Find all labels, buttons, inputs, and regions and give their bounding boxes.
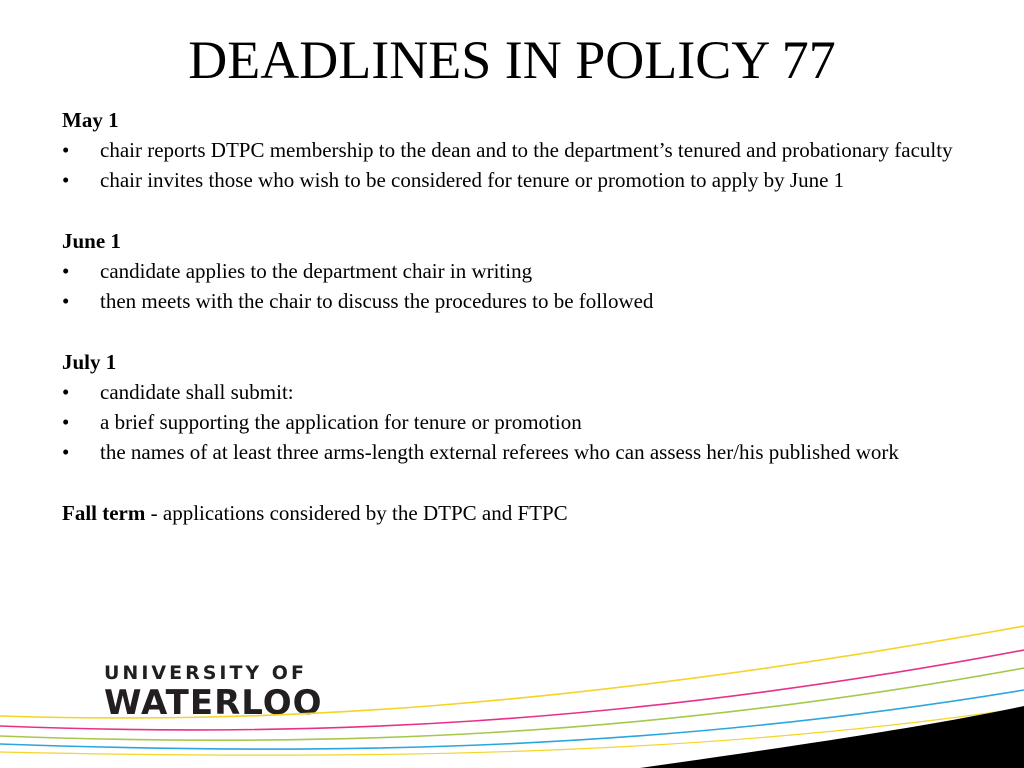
section-heading: May 1 (62, 108, 119, 132)
bullet-text: chair invites those who wish to be considered for tenure or promotion to apply by June 1 (100, 168, 845, 192)
bullet-text: the names of at least three arms-length external referees who can assess her/his published work (100, 440, 899, 464)
bullet-mark: • (62, 410, 70, 434)
slide-title: DEADLINES IN POLICY 77 (188, 30, 836, 90)
logo-line-waterloo: WATERLOO (104, 683, 323, 723)
bullet-mark: • (62, 440, 70, 464)
bullet-mark: • (62, 138, 70, 162)
bullet-mark: • (62, 380, 70, 404)
logo-line-university-of: UNIVERSITY OF (104, 662, 307, 684)
section-heading: Fall term (62, 501, 146, 525)
bullet-text: candidate applies to the department chair in writing (100, 259, 533, 283)
bullet-mark: • (62, 259, 70, 283)
section-heading: June 1 (62, 229, 121, 253)
section-text: - applications considered by the DTPC and FTPC (145, 501, 568, 525)
bullet-text: chair reports DTPC membership to the dean and to the department’s tenured and probationary faculty (100, 138, 953, 162)
section-heading: July 1 (62, 350, 117, 374)
bullet-text: candidate shall submit: (100, 380, 294, 404)
bullet-text: a brief supporting the application for tenure or promotion (100, 410, 582, 434)
swoosh-line-yellow (0, 626, 1024, 718)
bullet-text: then meets with the chair to discuss the procedures to be followed (100, 289, 654, 313)
bullet-mark: • (62, 289, 70, 313)
bullet-mark: • (62, 168, 70, 192)
